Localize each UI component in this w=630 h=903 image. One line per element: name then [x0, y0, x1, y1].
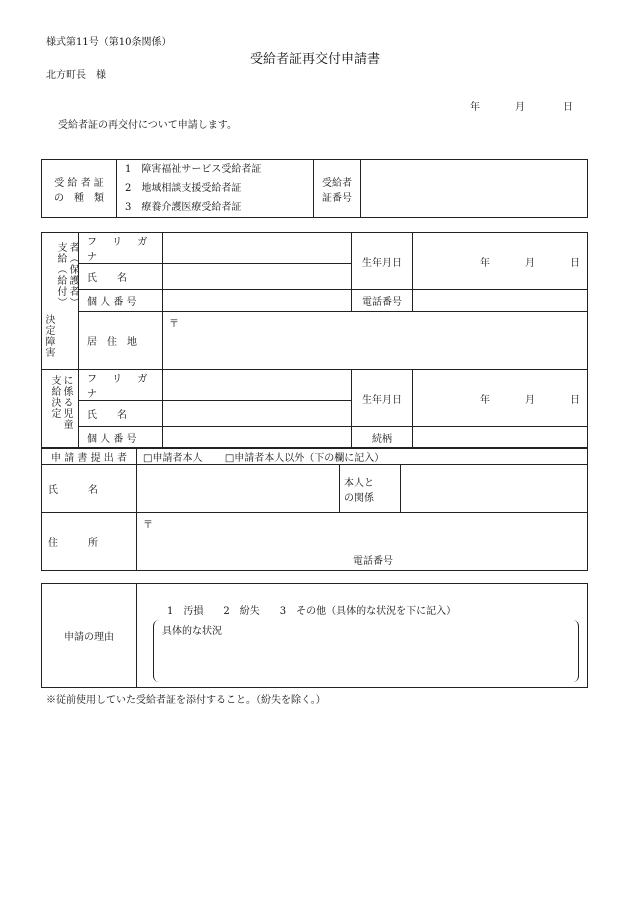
- child-side-col1: 支給決定: [49, 375, 60, 419]
- submitter-option-other[interactable]: □申請者本人以外（下の欄に記入）: [224, 452, 385, 464]
- guardian-dob-day: 日: [570, 258, 580, 269]
- date-month-label: 月: [515, 102, 525, 113]
- cert-type-label-line2: の 種 類: [54, 192, 104, 204]
- guardian-furigana-field[interactable]: [163, 233, 352, 264]
- child-dob-month: 月: [525, 395, 535, 406]
- guardian-furigana-label: フ リ ガ ナ: [79, 233, 163, 264]
- guardian-side-col3: 者（保護者）: [67, 242, 78, 308]
- reason-table: [41, 583, 588, 688]
- submitter-option-self[interactable]: □申請者本人: [143, 452, 203, 464]
- cert-number-label-line2: 証番号: [322, 192, 352, 204]
- cert-type-option-3[interactable]: 3 療養介護医療受給者証: [125, 202, 242, 213]
- form-title: 受給者証再交付申請書: [249, 52, 380, 67]
- submitter-relation-field[interactable]: [401, 465, 588, 513]
- reason-label: 申請の理由: [42, 584, 137, 688]
- guardian-address-label: 居 住 地: [79, 312, 163, 370]
- guardian-side-col2: 決定障害: [43, 314, 54, 358]
- guardian-postal-mark: 〒: [169, 319, 179, 330]
- cert-type-label-cell: [42, 160, 117, 218]
- guardian-address-field[interactable]: [163, 312, 588, 370]
- cert-type-table: [41, 159, 588, 218]
- guardian-phone-field[interactable]: [413, 290, 588, 312]
- cert-number-label: [314, 160, 361, 218]
- cert-number-field[interactable]: [361, 160, 588, 218]
- child-name-label: 氏 名: [79, 401, 163, 427]
- submitter-address-field[interactable]: [137, 513, 588, 571]
- guardian-personal-no-field[interactable]: [163, 290, 352, 312]
- submitter-relation-line1: 本人と: [344, 477, 374, 489]
- submitter-options: [137, 448, 588, 465]
- guardian-side-label: [42, 233, 79, 370]
- intro-text: 受給者証の再交付について申請します。: [58, 120, 237, 131]
- guardian-dob-year: 年: [480, 258, 490, 269]
- submitter-postal-mark: 〒: [143, 520, 153, 531]
- guardian-name-field[interactable]: [163, 264, 352, 290]
- date-day-label: 日: [563, 102, 573, 113]
- reason-field[interactable]: [137, 584, 588, 688]
- submitter-relation-line2: の関係: [344, 492, 374, 504]
- cert-type-option-1[interactable]: 1 障害福祉サービス受給者証: [125, 164, 262, 175]
- submitter-table: [41, 447, 588, 571]
- footnote: ※従前使用していた受給者証を添付すること。（紛失を除く。）: [46, 695, 326, 706]
- child-relation-label: 続柄: [352, 427, 413, 449]
- guardian-side-col1: 支給（給付）: [55, 242, 66, 308]
- date-year-label: 年: [470, 102, 480, 113]
- child-dob-label: 生年月日: [352, 370, 413, 427]
- guardian-name-label: 氏 名: [79, 264, 163, 290]
- child-personal-no-label: 個 人 番 号: [79, 427, 163, 449]
- child-name-field[interactable]: [163, 401, 352, 427]
- reason-options[interactable]: 1 汚損 2 紛失 3 その他（具体的な状況を下に記入）: [167, 606, 457, 617]
- reason-detail-box[interactable]: [153, 620, 579, 682]
- guardian-phone-label: 電話番号: [352, 290, 413, 312]
- cert-type-options[interactable]: [117, 160, 314, 218]
- child-dob-field[interactable]: [413, 370, 588, 427]
- guardian-dob-label: 生年月日: [352, 233, 413, 290]
- addressee: 北方町長 様: [46, 70, 106, 81]
- guardian-dob-field[interactable]: [413, 233, 588, 290]
- child-side-col2: に係る児童: [61, 375, 72, 430]
- submitter-name-field[interactable]: [137, 465, 340, 513]
- child-dob-year: 年: [480, 395, 490, 406]
- cert-type-label-line1: 受 給 者 証: [54, 177, 104, 189]
- submitter-relation-label: [340, 465, 401, 513]
- child-side-label: [42, 370, 79, 449]
- submitter-address-label: 住 所: [42, 513, 137, 571]
- child-dob-day: 日: [570, 395, 580, 406]
- cert-number-label-line1: 受給者: [322, 177, 352, 189]
- guardian-personal-no-label: 個 人 番 号: [79, 290, 163, 312]
- child-relation-field[interactable]: [413, 427, 588, 449]
- submitter-label: 申 請 書 提 出 者: [42, 448, 137, 465]
- guardian-dob-month: 月: [525, 258, 535, 269]
- reason-detail-label: 具体的な状況: [162, 626, 222, 637]
- applicant-table: [41, 232, 588, 449]
- child-furigana-label: フ リ ガ ナ: [79, 370, 163, 401]
- cert-type-option-2[interactable]: 2 地域相談支援受給者証: [125, 183, 242, 194]
- child-furigana-field[interactable]: [163, 370, 352, 401]
- submitter-name-label: 氏 名: [42, 465, 137, 513]
- child-personal-no-field[interactable]: [163, 427, 352, 449]
- submitter-phone-label: 電話番号: [353, 556, 393, 567]
- form-number: 様式第11号（第10条関係）: [46, 37, 172, 48]
